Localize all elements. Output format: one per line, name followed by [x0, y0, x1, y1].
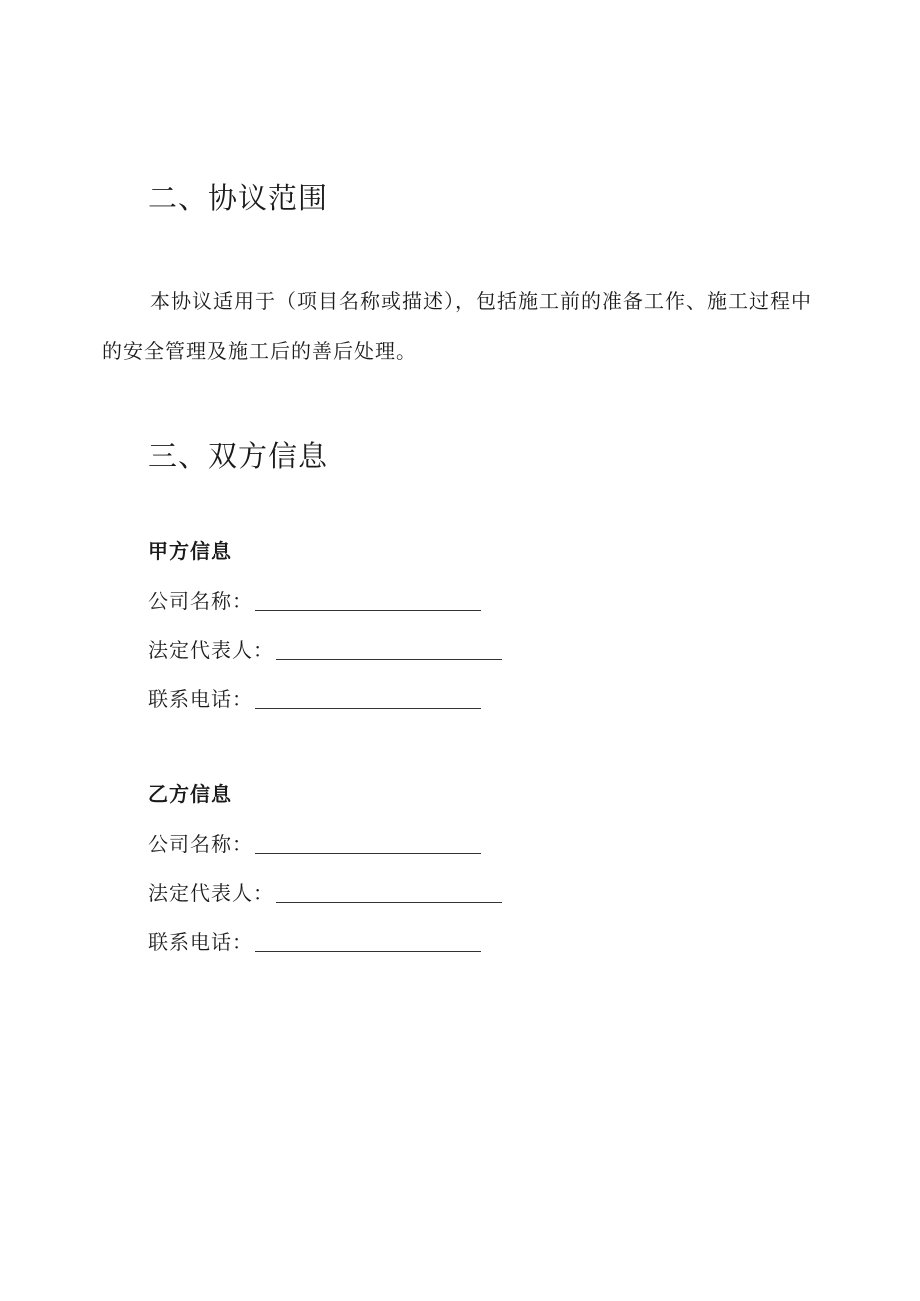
- party-b-phone-field: [148, 929, 481, 955]
- party-b-company-label: 公司名称：: [148, 832, 253, 856]
- party-b-phone-blank[interactable]: [255, 931, 481, 952]
- party-a-phone-field: [148, 686, 481, 712]
- party-a-rep-label: 法定代表人：: [148, 638, 274, 662]
- party-a-rep-field: [148, 637, 502, 663]
- party-a-rep-blank[interactable]: [276, 639, 502, 660]
- party-b-rep-field: [148, 880, 502, 906]
- party-a-phone-label: 联系电话：: [148, 687, 253, 711]
- party-a-title: 甲方信息: [148, 539, 232, 563]
- party-b-rep-blank[interactable]: [276, 882, 502, 903]
- scope-paragraph: 本协议适用于（项目名称或描述），包括施工前的准备工作、施工过程中的安全管理及施工后的善后处理。: [102, 289, 812, 363]
- party-b-phone-label: 联系电话：: [148, 930, 253, 954]
- party-b-rep-label: 法定代表人：: [148, 881, 274, 905]
- section-heading-parties: 三、双方信息: [148, 439, 329, 473]
- party-a-company-blank[interactable]: [255, 590, 481, 611]
- section-heading-scope: 二、协议范围: [148, 181, 329, 215]
- party-b-company-blank[interactable]: [255, 833, 481, 854]
- party-a-phone-blank[interactable]: [255, 688, 481, 709]
- party-a-company-label: 公司名称：: [148, 589, 253, 613]
- party-b-title: 乙方信息: [148, 782, 232, 806]
- party-b-company-field: [148, 831, 481, 857]
- party-a-company-field: [148, 588, 481, 614]
